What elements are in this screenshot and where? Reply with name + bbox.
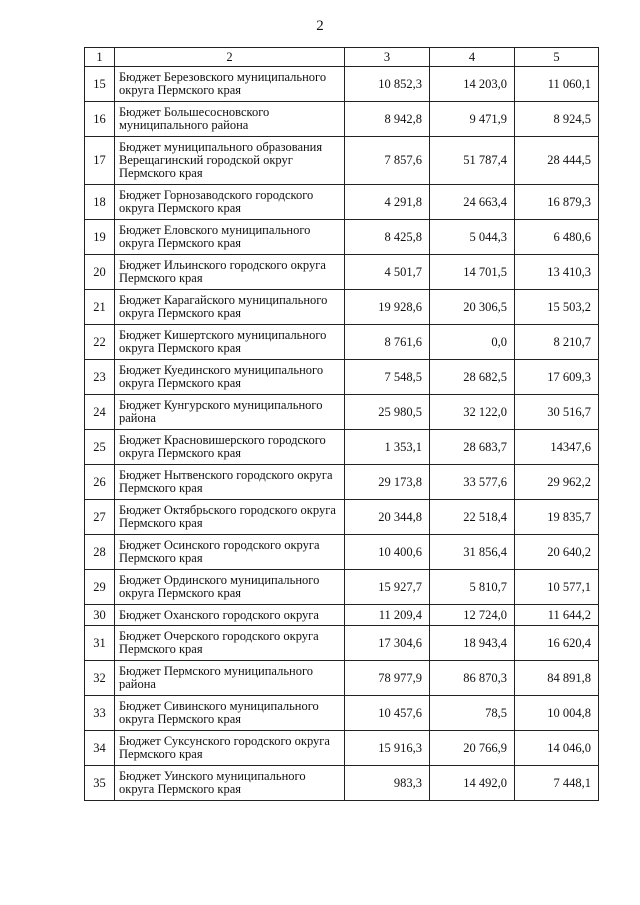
budget-name-cell: Бюджет Большесосновского муниципального района [115,102,345,137]
row-number-cell: 33 [85,696,115,731]
column-3-value-cell: 983,3 [345,766,430,801]
table-row [85,626,599,661]
table-row [85,290,599,325]
budget-name-cell: Бюджет Уинского муниципального округа Пермского края [115,766,345,801]
row-number-cell: 32 [85,661,115,696]
column-4-value-cell: 28 683,7 [430,430,515,465]
row-number-cell: 29 [85,570,115,605]
table-body [85,67,599,801]
budget-name-cell: Бюджет Нытвенского городского округа Пермского края [115,465,345,500]
table-row [85,605,599,626]
column-3-value-cell: 29 173,8 [345,465,430,500]
row-number-cell: 35 [85,766,115,801]
column-5-value-cell: 14 046,0 [515,731,599,766]
budget-name-cell: Бюджет Ильинского городского округа Пермского края [115,255,345,290]
row-number-cell: 21 [85,290,115,325]
column-header: 4 [430,48,515,67]
column-3-value-cell: 15 927,7 [345,570,430,605]
budget-name-cell: Бюджет Куединского муниципального округа Пермского края [115,360,345,395]
column-3-value-cell: 17 304,6 [345,626,430,661]
row-number-cell: 15 [85,67,115,102]
column-5-value-cell: 11 644,2 [515,605,599,626]
column-3-value-cell: 7 548,5 [345,360,430,395]
budget-name-cell: Бюджет Осинского городского округа Пермского края [115,535,345,570]
column-4-value-cell: 78,5 [430,696,515,731]
table-row [85,500,599,535]
column-4-value-cell: 14 701,5 [430,255,515,290]
table-row [85,395,599,430]
header-row [85,48,599,67]
table-row [85,185,599,220]
row-number-cell: 19 [85,220,115,255]
column-5-value-cell: 13 410,3 [515,255,599,290]
budget-name-cell: Бюджет Карагайского муниципального округа Пермского края [115,290,345,325]
column-4-value-cell: 31 856,4 [430,535,515,570]
row-number-cell: 20 [85,255,115,290]
column-4-value-cell: 14 492,0 [430,766,515,801]
row-number-cell: 17 [85,137,115,185]
budget-name-cell: Бюджет Суксунского городского округа Пермского края [115,731,345,766]
column-header: 2 [115,48,345,67]
column-3-value-cell: 10 852,3 [345,67,430,102]
row-number-cell: 30 [85,605,115,626]
column-3-value-cell: 1 353,1 [345,430,430,465]
budget-table [84,47,599,801]
row-number-cell: 22 [85,325,115,360]
column-4-value-cell: 9 471,9 [430,102,515,137]
table-row [85,661,599,696]
budget-name-cell: Бюджет Оханского городского округа [115,605,345,626]
column-3-value-cell: 25 980,5 [345,395,430,430]
column-3-value-cell: 11 209,4 [345,605,430,626]
column-5-value-cell: 16 879,3 [515,185,599,220]
column-5-value-cell: 19 835,7 [515,500,599,535]
column-5-value-cell: 14347,6 [515,430,599,465]
table-row [85,67,599,102]
column-3-value-cell: 8 425,8 [345,220,430,255]
table-row [85,220,599,255]
column-5-value-cell: 17 609,3 [515,360,599,395]
row-number-cell: 26 [85,465,115,500]
table-row [85,325,599,360]
column-4-value-cell: 18 943,4 [430,626,515,661]
table-row [85,731,599,766]
row-number-cell: 16 [85,102,115,137]
column-5-value-cell: 10 004,8 [515,696,599,731]
budget-name-cell: Бюджет Очерского городского округа Пермского края [115,626,345,661]
column-3-value-cell: 4 501,7 [345,255,430,290]
column-5-value-cell: 84 891,8 [515,661,599,696]
row-number-cell: 28 [85,535,115,570]
column-3-value-cell: 19 928,6 [345,290,430,325]
column-5-value-cell: 8 210,7 [515,325,599,360]
column-5-value-cell: 20 640,2 [515,535,599,570]
table-row [85,535,599,570]
column-4-value-cell: 5 810,7 [430,570,515,605]
column-4-value-cell: 24 663,4 [430,185,515,220]
column-header: 3 [345,48,430,67]
column-3-value-cell: 8 942,8 [345,102,430,137]
column-4-value-cell: 20 306,5 [430,290,515,325]
column-4-value-cell: 0,0 [430,325,515,360]
table-row [85,255,599,290]
budget-name-cell: Бюджет Октябрьского городского округа Пермского края [115,500,345,535]
column-4-value-cell: 32 122,0 [430,395,515,430]
row-number-cell: 18 [85,185,115,220]
row-number-cell: 25 [85,430,115,465]
table-row [85,570,599,605]
budget-name-cell: Бюджет Горнозаводского городского округа Пермского края [115,185,345,220]
column-5-value-cell: 30 516,7 [515,395,599,430]
budget-name-cell: Бюджет Красновишерского городского округа Пермского края [115,430,345,465]
column-4-value-cell: 86 870,3 [430,661,515,696]
budget-name-cell: Бюджет Березовского муниципального округа Пермского края [115,67,345,102]
budget-name-cell: Бюджет Кишертского муниципального округа Пермского края [115,325,345,360]
row-number-cell: 27 [85,500,115,535]
column-header: 1 [85,48,115,67]
row-number-cell: 31 [85,626,115,661]
column-3-value-cell: 78 977,9 [345,661,430,696]
column-header: 5 [515,48,599,67]
row-number-cell: 34 [85,731,115,766]
budget-name-cell: Бюджет Еловского муниципального округа Пермского края [115,220,345,255]
budget-name-cell: Бюджет Пермского муниципального района [115,661,345,696]
budget-name-cell: Бюджет Сивинского муниципального округа Пермского края [115,696,345,731]
table-row [85,766,599,801]
table-row [85,102,599,137]
column-5-value-cell: 8 924,5 [515,102,599,137]
column-3-value-cell: 20 344,8 [345,500,430,535]
column-4-value-cell: 20 766,9 [430,731,515,766]
column-5-value-cell: 16 620,4 [515,626,599,661]
column-3-value-cell: 8 761,6 [345,325,430,360]
table-row [85,360,599,395]
column-5-value-cell: 7 448,1 [515,766,599,801]
column-4-value-cell: 33 577,6 [430,465,515,500]
column-3-value-cell: 4 291,8 [345,185,430,220]
budget-name-cell: Бюджет Ординского муниципального округа Пермского края [115,570,345,605]
table-row [85,430,599,465]
column-5-value-cell: 6 480,6 [515,220,599,255]
column-4-value-cell: 14 203,0 [430,67,515,102]
column-5-value-cell: 11 060,1 [515,67,599,102]
column-4-value-cell: 51 787,4 [430,137,515,185]
row-number-cell: 24 [85,395,115,430]
column-5-value-cell: 29 962,2 [515,465,599,500]
column-4-value-cell: 28 682,5 [430,360,515,395]
column-5-value-cell: 10 577,1 [515,570,599,605]
page-number: 2 [316,18,324,34]
column-3-value-cell: 15 916,3 [345,731,430,766]
column-5-value-cell: 28 444,5 [515,137,599,185]
budget-name-cell: Бюджет муниципального образования Верещагинский городской округ Пермского края [115,137,345,185]
column-4-value-cell: 22 518,4 [430,500,515,535]
table-row [85,137,599,185]
row-number-cell: 23 [85,360,115,395]
column-5-value-cell: 15 503,2 [515,290,599,325]
column-3-value-cell: 10 457,6 [345,696,430,731]
table-row [85,696,599,731]
column-3-value-cell: 10 400,6 [345,535,430,570]
column-4-value-cell: 12 724,0 [430,605,515,626]
budget-name-cell: Бюджет Кунгурского муниципального района [115,395,345,430]
column-3-value-cell: 7 857,6 [345,137,430,185]
table-row [85,465,599,500]
column-4-value-cell: 5 044,3 [430,220,515,255]
